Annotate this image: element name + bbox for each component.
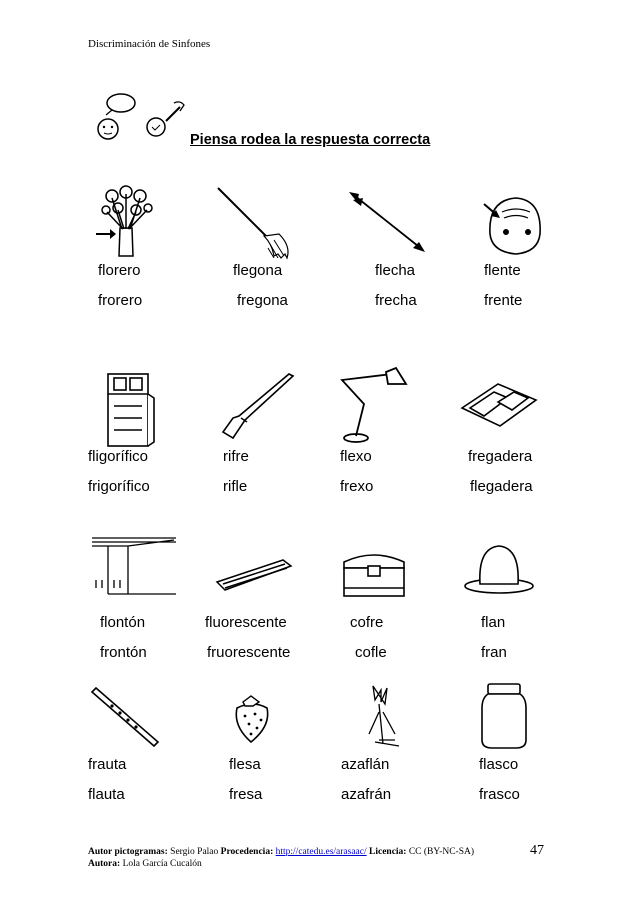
license-label: Licencia: [369,847,407,857]
author-name: Lola García Cucalón [122,859,202,869]
word-fregadera[interactable]: fregadera [468,448,533,465]
strawberry-icon [229,690,275,746]
sink-icon [458,378,540,430]
word-cofle[interactable]: cofle [355,644,387,661]
word-flan[interactable]: flan [481,614,506,631]
word-fresa[interactable]: fresa [229,786,263,803]
word-frauta[interactable]: frauta [88,756,127,773]
word-rifle[interactable]: rifle [223,478,248,495]
word-flesa[interactable]: flesa [229,756,261,773]
source-label: Procedencia: [220,847,274,857]
word-flexo[interactable]: flexo [340,448,372,465]
fluorescent-tube-icon [213,556,295,596]
pictos-label: Autor pictogramas: [88,847,168,857]
word-fruorescente[interactable]: fruorescente [207,644,291,661]
arrow-icon [345,190,431,256]
word-frente[interactable]: frente [484,292,523,309]
flowers-vase-icon [92,184,164,260]
forehead-face-icon [476,190,552,260]
fronton-wall-icon [88,532,178,596]
word-frasco[interactable]: frasco [479,786,520,803]
word-florero[interactable]: florero [98,262,141,279]
page-number: 47 [530,843,544,858]
word-azafran[interactable]: azafrán [341,786,392,803]
source-link[interactable]: http://catedu.es/arasaac/ [275,847,367,857]
chest-icon [338,546,410,598]
word-fligorifico[interactable]: fligorífico [88,448,149,465]
word-frecha[interactable]: frecha [375,292,417,309]
instruction-title: Piensa rodea la respuesta correcta [190,132,431,148]
pictos-author: Sergio Palao [170,847,219,857]
word-flegona[interactable]: flegona [233,262,283,279]
word-flente[interactable]: flente [484,262,521,279]
word-flasco[interactable]: flasco [479,756,519,773]
word-flonton[interactable]: flontón [100,614,146,631]
desk-lamp-icon [336,364,408,446]
word-frexo[interactable]: frexo [340,478,374,495]
license-value: CC (BY-NC-SA) [408,847,475,857]
page-header: Discriminación de Sinfones [88,38,211,50]
word-cofre[interactable]: cofre [350,614,384,631]
jar-icon [480,682,528,750]
word-flegadera[interactable]: flegadera [470,478,533,495]
fridge-icon [100,372,156,448]
flan-icon [462,540,536,596]
word-frorero[interactable]: frorero [98,292,143,309]
author-label: Autora: [88,859,121,869]
rifle-icon [215,372,297,444]
word-rifre[interactable]: rifre [223,448,249,465]
think-and-circle-icon [94,93,194,143]
word-azaflan[interactable]: azaflán [341,756,390,773]
word-fran[interactable]: fran [481,644,507,661]
word-flauta[interactable]: flauta [88,786,125,803]
page-footer [88,846,474,870]
word-fregona[interactable]: fregona [237,292,288,309]
flute-icon [88,684,164,748]
word-fluorescente[interactable]: fluorescente [205,614,287,631]
saffron-flower-icon [355,682,405,750]
word-fronton[interactable]: frontón [100,644,147,661]
word-frigorifico[interactable]: frigorífico [88,478,150,495]
mop-icon [212,184,292,264]
word-flecha[interactable]: flecha [375,262,416,279]
